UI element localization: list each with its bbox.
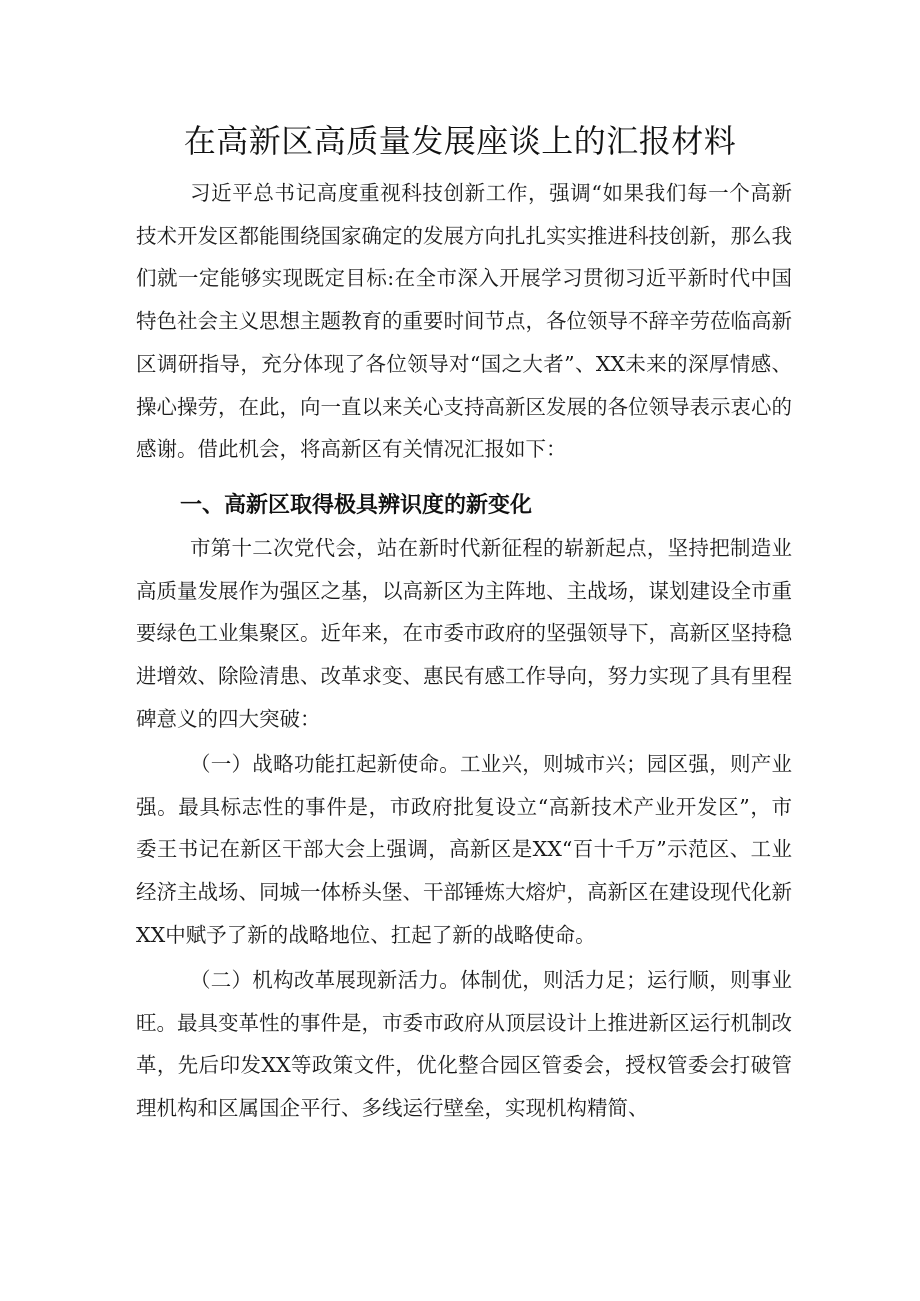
item-2-paragraph: （二）机构改革展现新活力。体制优，则活力足；运行顺，则事业旺。最具变革性的事件是，市委市政府从顶层设计上推进新区运行机制改革，先后印发XX等政策文件，优化整合园区管委会，授权管委会打破管理机构和区属国企平行、多线运行壁垒，实现机构精简、 bbox=[136, 968, 792, 1121]
intro-paragraph: 习近平总书记高度重视科技创新工作，强调“如果我们每一个高新技术开发区都能围绕国家确定的发展方向扎扎实实推进科技创新，那么我们就一定能够实现既定目标:在全市深入开展学习贯彻习近平新时代中国特色社会主义思想主题教育的重要时间节点，各位领导不辞辛劳莅临高新区调研指导，充分体现了各位领导对“国之大者”、XX未来的深厚情感、操心操劳，在此，向一直以来关心支持高新区发展的各位领导表示衷心的感谢。借此机会，将高新区有关情况汇报如下： bbox=[136, 181, 792, 462]
section-1-paragraph: 市第十二次党代会，站在新时代新征程的崭新起点，坚持把制造业高质量发展作为强区之基，以高新区为主阵地、主战场，谋划建设全市重要绿色工业集聚区。近年来，在市委市政府的坚强领导下，高新区坚持稳进增效、除险清患、改革求变、惠民有感工作导向，努力实现了具有里程碑意义的四大突破： bbox=[136, 536, 792, 731]
item-1-paragraph: （一）战略功能扛起新使命。工业兴，则城市兴；园区强，则产业强。最具标志性的事件是，市政府批复设立“高新技术产业开发区”，市委王书记在新区干部大会上强调，高新区是XX“百十千万”示范区、工业经济主战场、同城一体桥头堡、干部锤炼大熔炉，高新区在建设现代化新XX中赋予了新的战略地位、扛起了新的战略使命。 bbox=[136, 752, 792, 947]
section-heading-1: 一、高新区取得极具辨识度的新变化 bbox=[180, 493, 533, 518]
document-title: 在高新区高质量发展座谈上的汇报材料 bbox=[183, 122, 737, 160]
